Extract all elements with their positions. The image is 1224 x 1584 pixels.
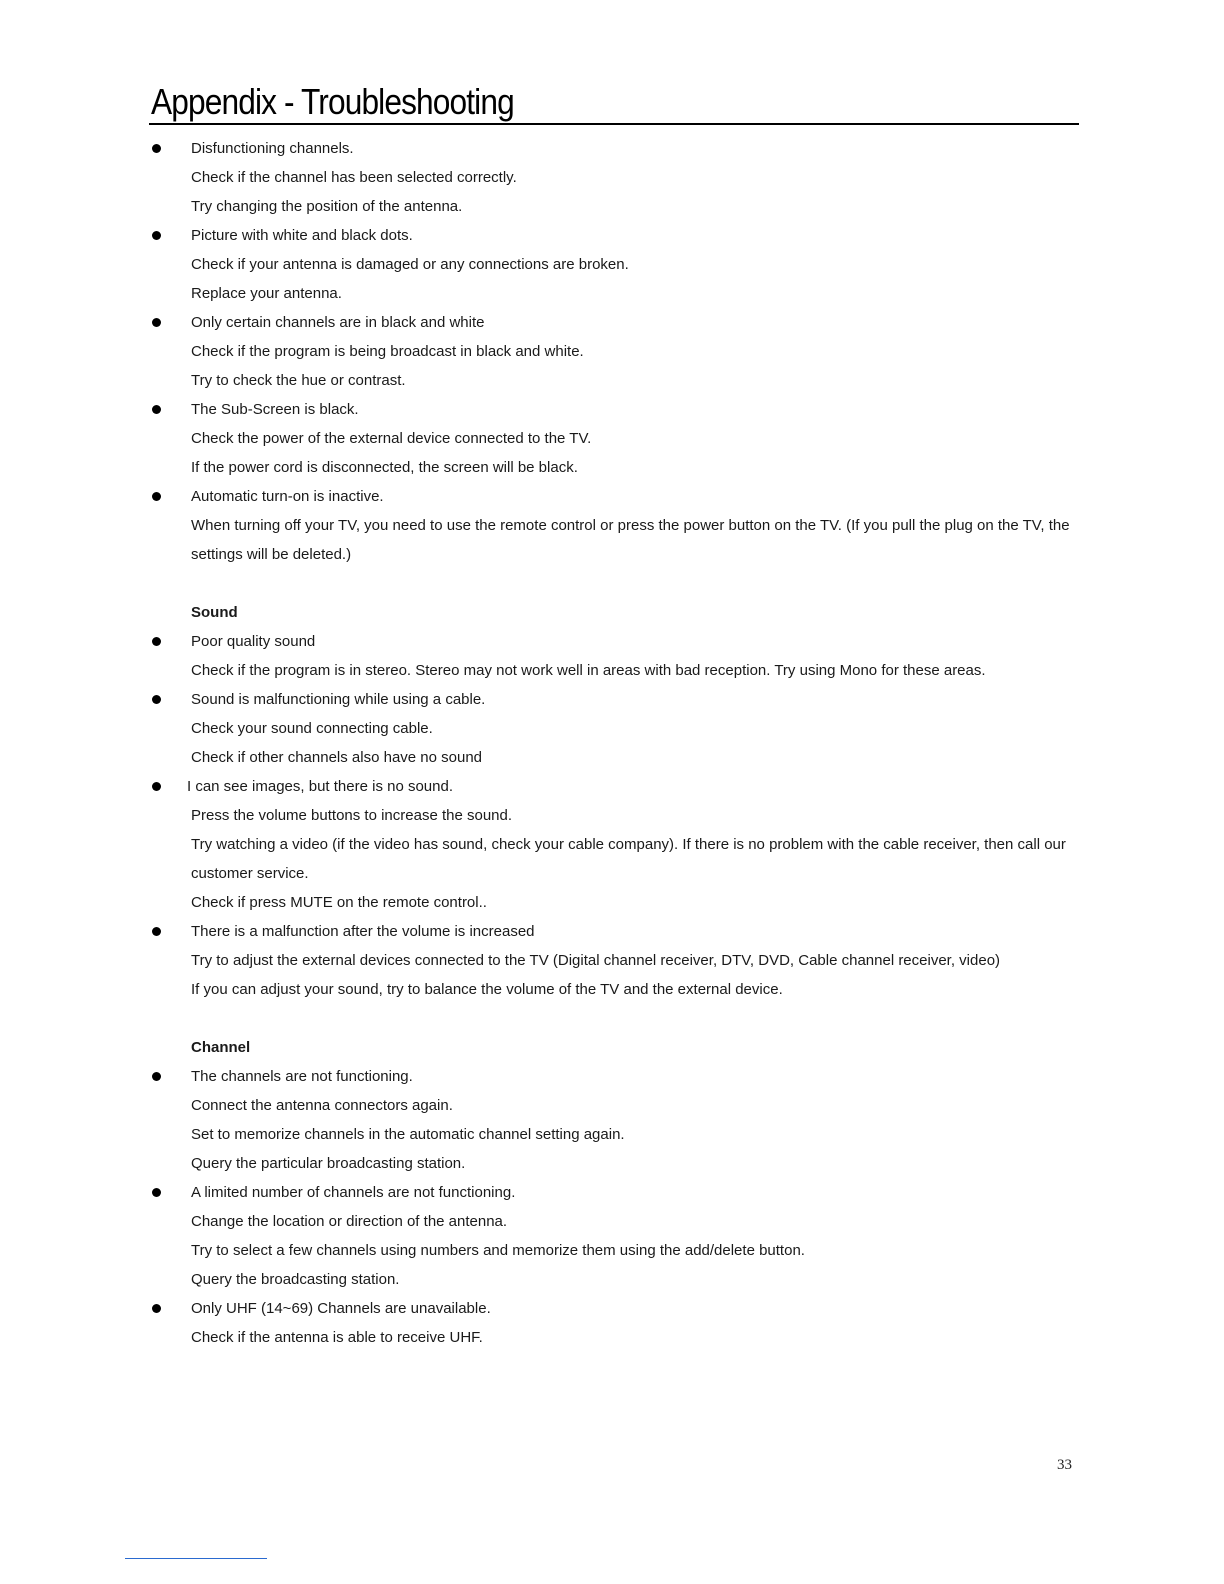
- list-item-bullet: [150, 917, 1080, 946]
- issue-text: Disfunctioning channels.: [191, 140, 354, 157]
- solution-text: Query the particular broadcasting station.: [191, 1155, 466, 1172]
- bullet-icon: [152, 1304, 161, 1313]
- solution-text: Check if the antenna is able to receive UHF.: [191, 1329, 483, 1346]
- list-item: [150, 453, 1080, 482]
- bullet-icon: [152, 231, 161, 240]
- solution-text: Replace your antenna.: [191, 285, 342, 302]
- list-item-bullet: [150, 1178, 1080, 1207]
- list-item: [150, 1265, 1080, 1294]
- issue-text: Sound is malfunctioning while using a cable.: [191, 691, 486, 708]
- solution-text: Set to memorize channels in the automatic channel setting again.: [191, 1126, 625, 1143]
- sound-heading: Sound: [191, 604, 238, 621]
- bullet-icon: [152, 1188, 161, 1197]
- solution-text: Try changing the position of the antenna.: [191, 198, 463, 215]
- solution-text: Query the broadcasting station.: [191, 1271, 400, 1288]
- solution-text: Check the power of the external device connected to the TV.: [191, 430, 592, 447]
- list-item: [150, 1323, 1080, 1352]
- list-item: [150, 888, 1080, 917]
- list-item: [150, 975, 1080, 1004]
- bullet-icon: [152, 782, 161, 791]
- list-item: [150, 250, 1080, 279]
- bullet-icon: [152, 405, 161, 414]
- solution-text: Change the location or direction of the antenna.: [191, 1213, 508, 1230]
- list-item-bullet: [150, 308, 1080, 337]
- solution-text: Connect the antenna connectors again.: [191, 1097, 453, 1114]
- solution-text: Check if press MUTE on the remote control..: [191, 894, 487, 911]
- solution-text: Try to check the hue or contrast.: [191, 372, 406, 389]
- solution-text: Try to adjust the external devices connected to the TV (Digital channel receiver, DTV, DVD, Cable channel receiver, video): [191, 952, 1001, 969]
- page-number: 33: [1057, 1457, 1072, 1473]
- list-item: [150, 1207, 1080, 1236]
- issue-text: Picture with white and black dots.: [191, 227, 413, 244]
- issue-text: Only UHF (14~69) Channels are unavailable.: [191, 1300, 491, 1317]
- list-item: [150, 801, 1080, 830]
- list-item: [150, 366, 1080, 395]
- list-item: [150, 1120, 1080, 1149]
- issue-text: Poor quality sound: [191, 633, 316, 650]
- list-item: [150, 337, 1080, 366]
- section-heading: [150, 1033, 1080, 1062]
- list-item: [150, 511, 1080, 569]
- solution-text: Press the volume buttons to increase the sound.: [191, 807, 513, 824]
- page-title: Appendix - Troubleshooting: [151, 81, 514, 122]
- section-gap: [150, 569, 1080, 598]
- list-item-bullet: [150, 627, 1080, 656]
- list-item: [150, 830, 1080, 888]
- bullet-icon: [152, 318, 161, 327]
- bullet-icon: [152, 144, 161, 153]
- issue-text: The channels are not functioning.: [191, 1068, 413, 1085]
- list-item: [150, 163, 1080, 192]
- solution-text: Check if the program is being broadcast in black and white.: [191, 343, 584, 360]
- section-gap: [150, 1004, 1080, 1033]
- issue-text: I can see images, but there is no sound.: [187, 778, 453, 795]
- list-item: [150, 743, 1080, 772]
- issue-text: The Sub-Screen is black.: [191, 401, 359, 418]
- solution-text: Check if your antenna is damaged or any connections are broken.: [191, 256, 629, 273]
- bullet-icon: [152, 927, 161, 936]
- list-item-bullet: [150, 1294, 1080, 1323]
- list-item-bullet: [150, 482, 1080, 511]
- solution-text: Check if other channels also have no sound: [191, 749, 483, 766]
- issue-text: Only certain channels are in black and white: [191, 314, 485, 331]
- section-heading: [150, 598, 1080, 627]
- list-item-bullet: [150, 395, 1080, 424]
- list-item: [150, 279, 1080, 308]
- title-underline: [149, 123, 1079, 125]
- list-item-bullet: [150, 685, 1080, 714]
- solution-text: Check your sound connecting cable.: [191, 720, 433, 737]
- solution-text: Try to select a few channels using numbers and memorize them using the add/delete button.: [191, 1242, 805, 1259]
- bullet-icon: [152, 637, 161, 646]
- list-item: [150, 1091, 1080, 1120]
- channel-heading: Channel: [191, 1039, 251, 1056]
- bullet-icon: [152, 492, 161, 501]
- list-item: [150, 1149, 1080, 1178]
- list-item-bullet: [150, 772, 1080, 801]
- issue-text: A limited number of channels are not functioning.: [191, 1184, 516, 1201]
- solution-text: Try watching a video (if the video has sound, check your cable company). If there is no problem with the cable receiver, then call our customer service.: [191, 836, 1066, 882]
- list-item: [150, 946, 1080, 975]
- list-item-bullet: [150, 1062, 1080, 1091]
- issue-text: There is a malfunction after the volume is increased: [191, 923, 535, 940]
- list-item-bullet: [150, 134, 1080, 163]
- solution-text: Check if the program is in stereo. Stereo may not work well in areas with bad reception. Try using Mono for these areas.: [191, 662, 986, 679]
- solution-text: Check if the channel has been selected correctly.: [191, 169, 517, 186]
- list-item: [150, 424, 1080, 453]
- list-item: [150, 1236, 1080, 1265]
- issue-text: Automatic turn-on is inactive.: [191, 488, 384, 505]
- list-item: [150, 656, 1080, 685]
- list-item-bullet: [150, 221, 1080, 250]
- list-item: [150, 714, 1080, 743]
- troubleshooting-content: [150, 134, 1080, 1352]
- solution-text: If the power cord is disconnected, the screen will be black.: [191, 459, 578, 476]
- solution-text: If you can adjust your sound, try to balance the volume of the TV and the external device.: [191, 981, 783, 998]
- bullet-icon: [152, 695, 161, 704]
- footer-divider: [125, 1558, 267, 1559]
- solution-text: When turning off your TV, you need to use the remote control or press the power button on the TV. (If you pull the plug on the TV, the settings will be deleted.): [191, 517, 1070, 563]
- list-item: [150, 192, 1080, 221]
- bullet-icon: [152, 1072, 161, 1081]
